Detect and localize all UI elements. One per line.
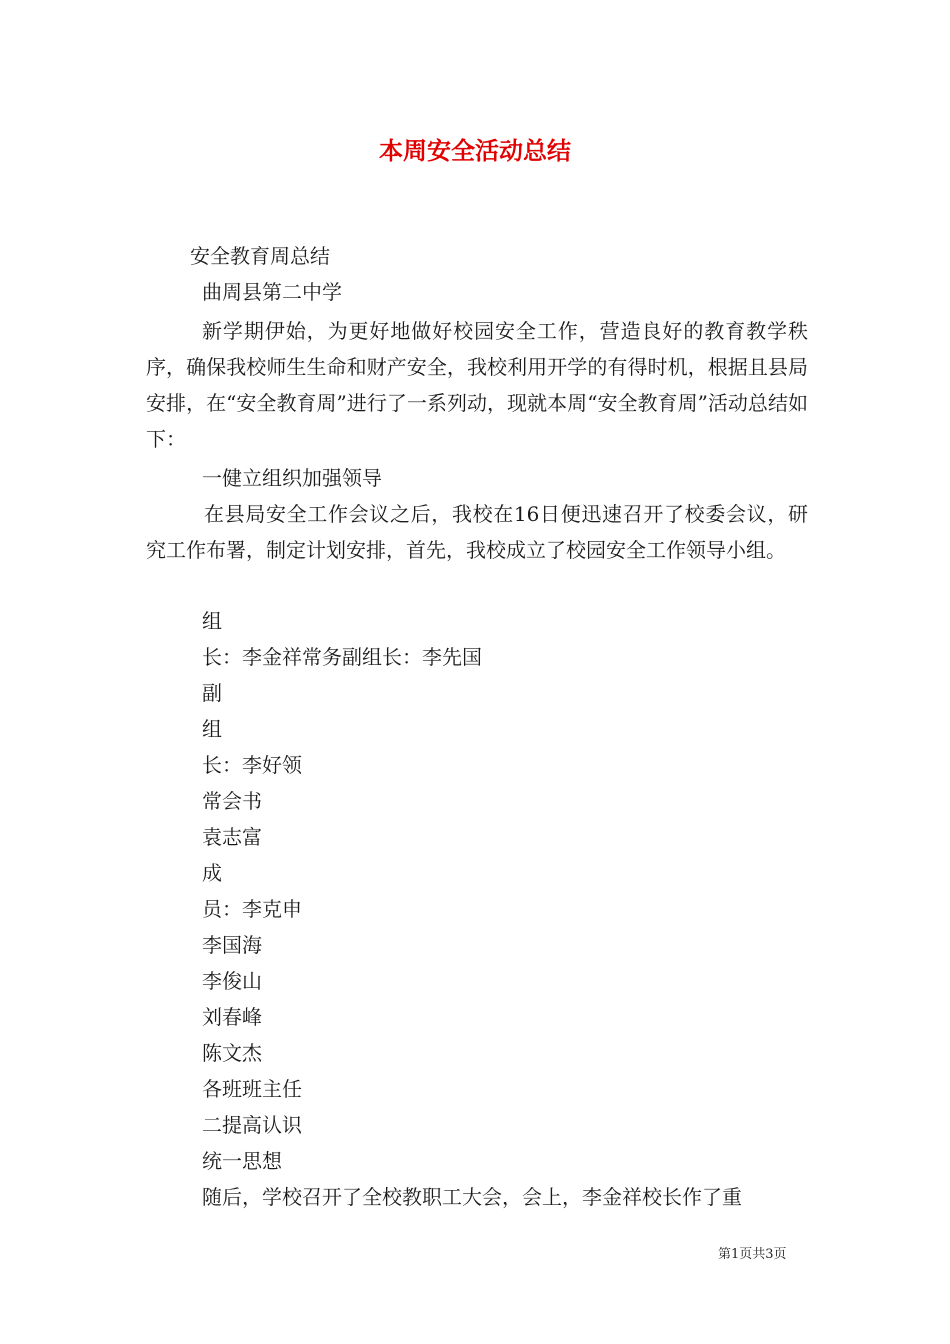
roster-line: 成: [202, 861, 222, 885]
document-heading: 安全教育周总结: [190, 244, 330, 268]
roster-line: 员：李克申: [202, 897, 302, 921]
roster-line: 刘春峰: [202, 1005, 262, 1029]
section-1-title: 一健立组织加强领导: [202, 466, 382, 490]
section-1-paragraph: 在县局安全工作会议之后，我校在16日便迅速召开了校委会议，研究工作布署，制定计划安排，首先，我校成立了校园安全工作领导小组。: [146, 502, 808, 562]
roster-line: 常会书: [202, 789, 262, 813]
roster-line: 长：李金祥常务副组长：李先国: [202, 645, 482, 669]
roster-line: 副: [202, 681, 222, 705]
section-2-subtitle: 统一思想: [202, 1149, 282, 1173]
roster-line: 组: [202, 609, 222, 633]
roster-line: 各班班主任: [202, 1077, 302, 1101]
roster-line: 李国海: [202, 933, 262, 957]
roster-line: 李俊山: [202, 969, 262, 993]
school-name: 曲周县第二中学: [202, 280, 342, 304]
roster-line: 组: [202, 717, 222, 741]
roster-line: 袁志富: [202, 825, 262, 849]
roster-line: 陈文杰: [202, 1041, 262, 1065]
intro-paragraph: 新学期伊始，为更好地做好校园安全工作，营造良好的教育教学秩序，确保我校师生生命和财产安全，我校利用开学的有得时机，根据且县局安排，在“安全教育周”进行了一系列动，现就本周“安全教育周”活动总结如下：: [146, 319, 808, 451]
page-number: 第1页共3页: [718, 1247, 787, 1262]
section-2-title: 二提高认识: [202, 1113, 302, 1137]
roster-line: 长：李好领: [202, 753, 302, 777]
page-title: 本周安全活动总结: [379, 136, 571, 165]
section-2-paragraph-start: 随后，学校召开了全校教职工大会，会上，李金祥校长作了重: [202, 1185, 742, 1209]
